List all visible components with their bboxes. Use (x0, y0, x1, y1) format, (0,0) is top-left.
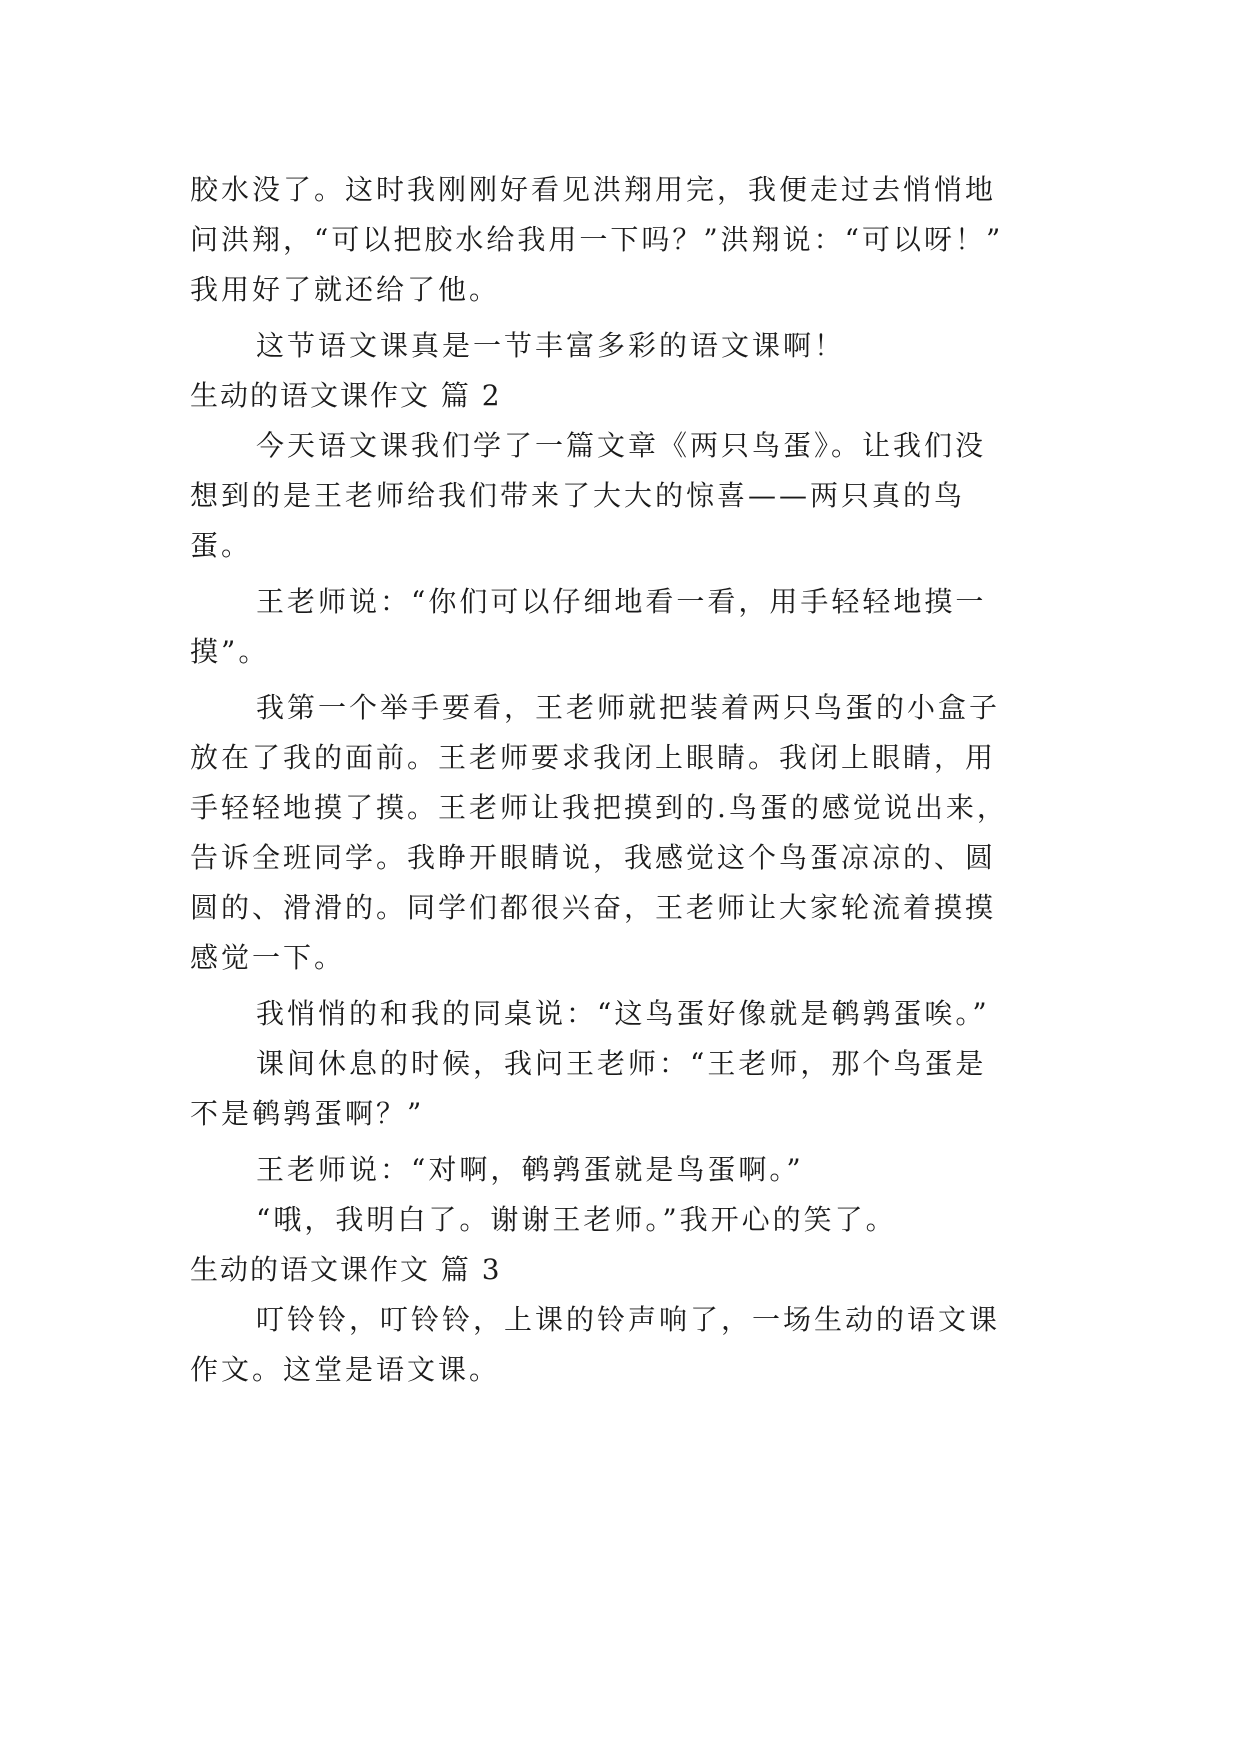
paragraph-line: 我悄悄的和我的同桌说：“这鸟蛋好像就是鹌鹑蛋唉。” (256, 997, 990, 1030)
paragraph-line: 圆的、滑滑的。同学们都很兴奋，王老师让大家轮流着摸摸 (190, 891, 997, 924)
paragraph-line: 想到的是王老师给我们带来了大大的惊喜——两只真的鸟 (190, 479, 966, 512)
paragraph-line: 王老师说：“对啊，鹌鹑蛋就是鸟蛋啊。” (256, 1153, 804, 1186)
paragraph-line: 放在了我的面前。王老师要求我闭上眼睛。我闭上眼睛，用 (190, 741, 997, 774)
paragraph-line: 课间休息的时候，我问王老师：“王老师，那个鸟蛋是 (256, 1047, 987, 1080)
document-body (190, 165, 1052, 1395)
section-heading: 生动的语文课作文 篇 2 (190, 379, 502, 412)
paragraph-line: 叮铃铃，叮铃铃，上课的铃声响了，一场生动的语文课 (256, 1303, 1001, 1336)
paragraph-line: “哦，我明白了。谢谢王老师。”我开心的笑了。 (256, 1203, 897, 1236)
paragraph-line: 手轻轻地摸了摸。王老师让我把摸到的.鸟蛋的感觉说出来， (190, 791, 1008, 824)
paragraph-line: 这节语文课真是一节丰富多彩的语文课啊！ (256, 329, 846, 362)
paragraph-line: 不是鹌鹑蛋啊？” (190, 1097, 425, 1130)
paragraph-line: 我用好了就还给了他。 (190, 273, 501, 306)
paragraph-line: 我第一个举手要看，王老师就把装着两只鸟蛋的小盒子 (256, 691, 1001, 724)
paragraph-line: 感觉一下。 (190, 941, 346, 974)
paragraph-line: 今天语文课我们学了一篇文章《两只鸟蛋》。让我们没 (256, 429, 987, 462)
paragraph-line: 胶水没了。这时我刚刚好看见洪翔用完，我便走过去悄悄地 (190, 173, 997, 206)
paragraph-line: 问洪翔，“可以把胶水给我用一下吗？”洪翔说：“可以呀！” (190, 223, 1004, 256)
section-heading: 生动的语文课作文 篇 3 (190, 1253, 502, 1286)
paragraph-line: 摸”。 (190, 635, 270, 668)
paragraph-line: 作文。这堂是语文课。 (190, 1353, 501, 1386)
paragraph-line: 告诉全班同学。我睁开眼睛说，我感觉这个鸟蛋凉凉的、圆 (190, 841, 997, 874)
paragraph-line: 王老师说：“你们可以仔细地看一看，用手轻轻地摸一 (256, 585, 987, 618)
paragraph-line: 蛋。 (190, 529, 253, 562)
